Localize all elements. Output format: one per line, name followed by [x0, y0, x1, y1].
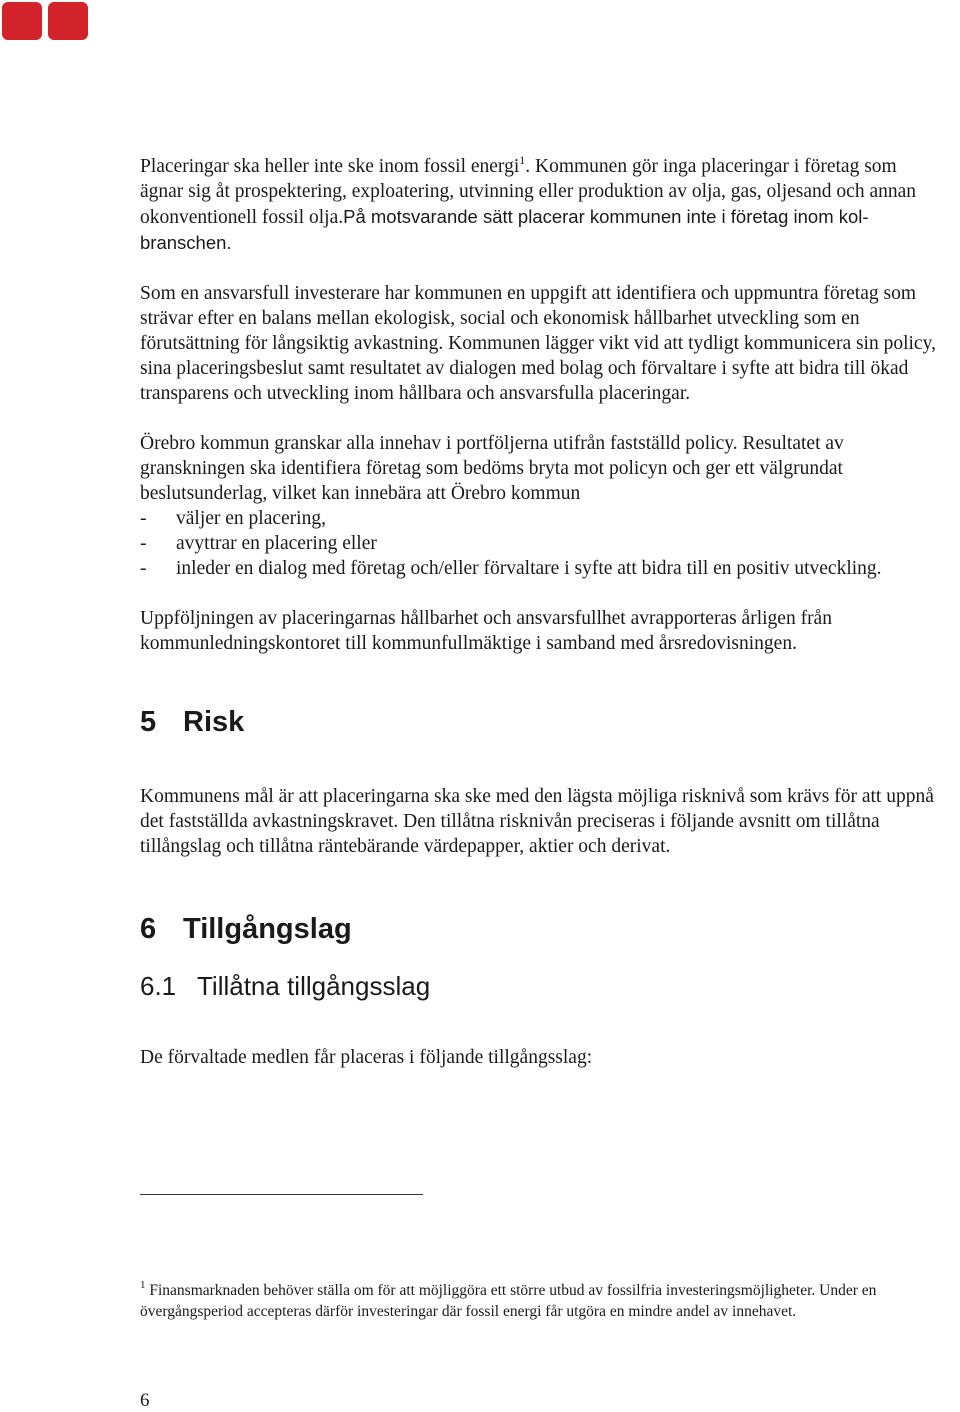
heading-title: Tillåtna tillgångsslag	[197, 971, 431, 1001]
paragraph-review: Örebro kommun granskar alla innehav i portföljerna utifrån fastställd policy. Resultatet av granskningen ska identifiera företag som bedöms bryta mot policyn och ger ett välgrundat beslutsunderlag, vilket kan innebära att Örebro kommun	[140, 433, 844, 504]
paragraph-fossil-energy	[140, 154, 940, 256]
action-list	[140, 506, 940, 581]
heading-number: 6.1	[140, 971, 177, 1001]
list-item-text: väljer en placering,	[176, 508, 326, 529]
heading-number: 5	[140, 706, 157, 738]
list-marker: -	[140, 558, 147, 579]
paragraph-responsible-investor	[140, 281, 940, 406]
logo	[2, 2, 88, 40]
list-item	[140, 506, 940, 531]
list-marker: -	[140, 508, 147, 529]
footnote-divider	[140, 1194, 423, 1195]
document-body	[140, 154, 940, 1095]
heading-risk	[140, 704, 940, 740]
list-item-text: avyttrar en placering eller	[176, 533, 377, 554]
heading-tillgangslag	[140, 911, 940, 947]
heading-title: Tillgångslag	[183, 913, 352, 945]
list-item	[140, 556, 940, 581]
list-item-text: inleder en dialog med företag och/eller förvaltare i syfte att bidra till en positiv utveckling.	[176, 558, 882, 579]
paragraph-text-sans: På motsvarande sätt placerar kommunen inte i företag inom kol-branschen.	[140, 206, 869, 253]
paragraph-text: . Kommunen gör inga placeringar i företag som ägnar sig åt prospektering, exploatering, utvinning eller produktion av olja, gas, oljesand och annan okonventionell fossil olja.	[140, 156, 917, 228]
logo-block-left	[2, 2, 42, 40]
logo-block-right	[48, 2, 88, 40]
page-number: 6	[140, 1390, 150, 1411]
footnote-reference[interactable]: 1	[519, 152, 526, 167]
heading-tillatna-tillgangsslag	[140, 969, 940, 1003]
heading-title: Risk	[183, 706, 245, 738]
footnote-marker: 1	[140, 1278, 146, 1291]
paragraph-follow-up: Uppföljningen av placeringarnas hållbarhet och ansvarsfullhet avrapporteras årligen från kommunledningskontoret till kommunfullmäktige i samband med årsredovisningen.	[140, 608, 832, 654]
paragraph-text: Kommunen lägger vikt vid att tydligt kommunicera sin policy, sina placeringsbeslut samt resultatet av dialogen med bolag och förvaltare i syfte att bidra till ökad transparens och utveckling inom hållbara och ansvarsfulla placeringar.	[140, 333, 936, 404]
list-marker: -	[140, 533, 147, 554]
heading-number: 6	[140, 913, 157, 945]
paragraph-text: Som en ansvarsfull investerare har kommunen en uppgift att identifiera och uppmuntra företag som strävar efter en balans mellan ekologisk, social och ekonomisk hållbarhet utveckling som en förutsättning för långsiktig avkastning.	[140, 283, 916, 354]
paragraph-risk: Kommunens mål är att placeringarna ska ske med den lägsta möjliga risknivå som krävs för att uppnå det fastställda avkastningskravet. Den tillåtna risknivån preciseras i följande avsnitt om tillåtna tillångslag och tillåtna räntebärande värdepapper, aktier och derivat.	[140, 786, 934, 857]
footnote	[140, 1280, 960, 1322]
footnote-text: Finansmarknaden behöver ställa om för att möjliggöra ett större utbud av fossilfria investeringsmöjligheter. Under en övergångsperiod accepteras därför investeringar där fossil energi får utgöra en mindre andel av innehavet.	[140, 1282, 877, 1320]
list-item	[140, 531, 940, 556]
paragraph-text: Placeringar ska heller inte ske inom fossil energi	[140, 156, 520, 177]
paragraph-asset-classes: De förvaltade medlen får placeras i följande tillgångsslag:	[140, 1047, 593, 1068]
